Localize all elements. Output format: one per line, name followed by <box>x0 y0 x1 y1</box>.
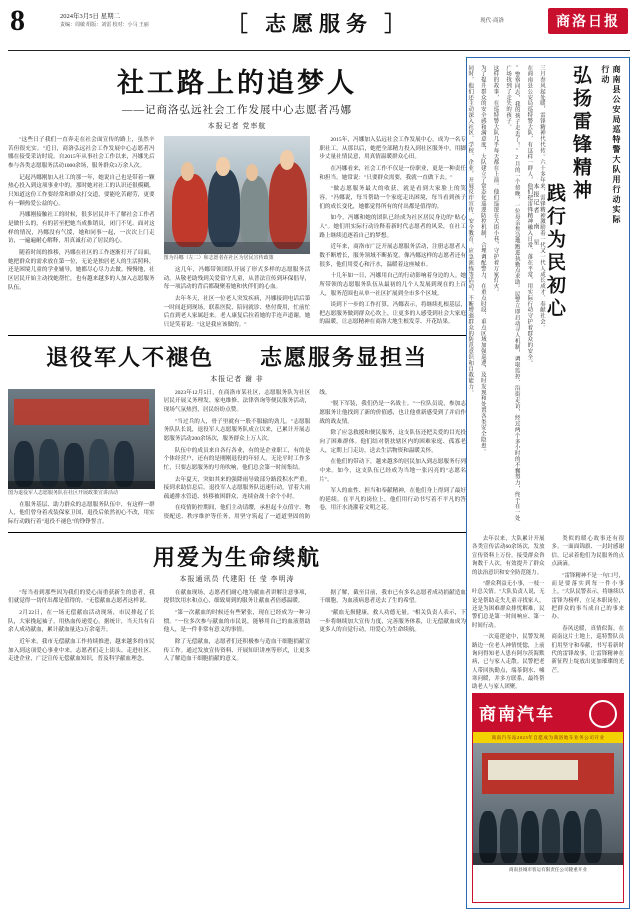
paragraph: 三月春风起处暖，雷锋精神代代传。六十多年来，雷锋精神激励着一代又一代人成长成才、奉献社会。 <box>539 65 545 331</box>
masthead-note: 现代·商洛 <box>480 18 504 24</box>
paragraph: 军人的血性、担当和奉献精神，在他们身上得到了最好的延续。在平凡的岗位上，他们用行动书写着不平凡的答卷，用汗水浇灌着文明之花。 <box>319 488 466 512</box>
page-body <box>8 57 630 909</box>
article1-byline: 本报记者 党率航 <box>207 122 267 130</box>
paragraph: 在疫情防控期间，他们主动请缨，承担起卡点值守、物资配送、秩序维护等任务，用坚守筑起了一道道坚固的防线。 <box>163 389 331 521</box>
editor-line: 责编：周敏 组版：刘雷 校对：小马 王丽 <box>60 22 149 28</box>
page-number: 8 <box>10 4 25 37</box>
paragraph: 为了提升群众的安全感和满意度，大队建立了常态化巡逻防控机制，合理调配警力，在重点时段、重点区域加强巡逻，及时发现和处置各类安全隐患。 <box>479 65 486 455</box>
article1-headline: 社工路上的追梦人 <box>117 68 357 98</box>
paragraph: 近年来，商洛市广泛开展志愿服务活动，注册志愿者人数不断增长，服务领域不断拓宽。像冯娜这样的志愿者还有很多，他们用爱心和汗水，温暖着这座城市。 <box>319 244 466 268</box>
article3-byline: 本报通讯员 代建阳 任 莹 李明涛 <box>179 574 295 583</box>
main-column <box>8 57 466 909</box>
ad-strip: 商南汽车站2023年自愿成为商洛地车业务公司开业 <box>473 732 623 743</box>
right-body-horizontal <box>472 535 624 692</box>
right-body-vertical <box>467 65 546 525</box>
paragraph: 随着时间的推移，冯娜在社区的工作逐渐打开了局面。她把群众的需求放在第一位，无论是独居老人的生活照料，还是困境儿童的学业辅导，她都尽心尽力去做。慢慢地，社区居民开始主动找她帮忙，也有越来越多的人加入志愿服务队伍。 <box>8 249 155 291</box>
paragraph: 在献血现场，志愿者们耐心地为献血者讲解注意事项，提供饮用水和点心，细致周到的服务让献血者倍感温暖。 <box>163 589 311 605</box>
right-headline-small: 商南县公安局巡特警大队用行动实际行动 <box>600 65 621 225</box>
paragraph: "雷锋精神不是一句口号，而是要落实到每一件小事上。"大队民警表示，将继续以雷锋为榜样，立足本职岗位，把群众的事当成自己的事来办。 <box>551 572 624 621</box>
paragraph: 春风送暖，真情似海。在商南这片土地上，巡特警队员们用坚守和奉献，书写着新时代的雷锋故事，让雷锋精神在新征程上绽放出更加璀璨的光芒。 <box>551 625 624 674</box>
paragraph: 去年夏天，突如其来的强降雨导致部分路段积水严重。接到求助信息后，退役军人志愿服务队迅速行动，冒着大雨疏通排水管道、转移被困群众，连续奋战十余个小时。 <box>163 476 311 500</box>
article-social-worker <box>8 61 466 330</box>
paragraph: 如今，冯娜和她的团队已经成为社区居民身边的"贴心人"。她们用实际行动诠释着新时代志愿者的风采，在社工路上继续追逐着自己的梦想。 <box>319 215 466 239</box>
paragraph: 同时，他们还主动深入社区、学校、企业，开展反诈宣传、安全教育、应急演练等活动，不断增强群众的防范意识和自救能力。 <box>467 65 474 396</box>
ad-brand: 商南汽车 <box>479 705 555 724</box>
article-veterans <box>8 341 466 527</box>
article-divider <box>8 335 466 336</box>
right-headline-2: 践行为民初心 <box>544 183 565 321</box>
article2-photo-caption: 图为退役军人志愿服务队在社区开展政策宣讲活动 <box>8 490 119 496</box>
paragraph: 除了应急救援和便民服务，这支队伍还把关爱的目光投向了困难群体。他们结对帮扶辖区内的困难家庭、孤寡老人，定期上门走访，送去生活物资和温暖关怀。 <box>319 430 466 454</box>
paragraph: 在服务基层、助力群众的志愿服务队伍中，有这样一群人，他们曾身着戎装保家卫国，退役后依然初心不改，用实际行动践行着"退役不褪色"的铮铮誓言。 <box>8 501 155 525</box>
article2-headline-right: 志愿服务显担当 <box>260 344 429 370</box>
article2-headline-left: 退役军人不褪色 <box>45 344 214 370</box>
paragraph: 去年以来，大队累计开展各类宣传活动60余场次，发放宣传资料上万份，接受群众咨询数千人次，有效提升了群众的法治意识和安全防范能力。 <box>472 536 545 576</box>
ad-caption: 商南县城市客运有限责任公司隆重开业 <box>508 867 588 872</box>
article3-headline: 用爱为生命续航 <box>152 544 321 570</box>
newspaper-logo: 商洛日报 <box>548 8 628 34</box>
article2-byline: 本报记者 谢 非 <box>210 374 264 383</box>
right-byline: 本报记者 南 星 <box>532 183 538 247</box>
paragraph: "第一次献血的时候还有些紧张，现在已经成为一种习惯。"一位多次参与献血的市民说，能够用自己的血液帮助他人，是一件非常有意义的事情。 <box>163 609 311 634</box>
article1-subhead: ——记商洛弘远社会工作发展中心志愿者冯娜 <box>122 105 352 116</box>
paragraph: 在他们的带动下，越来越多的居民加入到志愿服务行列中来。如今，这支队伍已经成为当地一张闪亮的"志愿名片"。 <box>319 459 466 483</box>
paragraph: 在商南县公安局巡特警大队，有这样一群人，他们把雷锋精神融入日常、落在平常，用实际行动守护着群众的安全。 <box>526 65 533 366</box>
sidebar-column <box>466 57 630 909</box>
article-divider-2 <box>8 532 466 533</box>
paragraph: 去年冬天，社区一位老人突发疾病，冯娜接到电话后第一时间赶到现场，联系医院、陪同就诊、垫付费用，忙前忙后直到老人家属赶来。老人康复后拉着她的手连声道谢，她只是笑着说："这是我应该做的。" <box>163 295 311 328</box>
paragraph: 这样的故事，在巡特警大队几乎每天都在上演。他们巡逻在大街小巷，守护着万家灯火。 <box>492 65 499 296</box>
article2-body <box>8 389 466 527</box>
paragraph: 除了无偿献血，志愿者们还积极参与造血干细胞捐献宣传工作。通过发放宣传资料、开展知识讲座等形式，让更多人了解造血干细胞捐献的意义。 <box>163 638 311 663</box>
article-blood-donation <box>8 541 466 664</box>
paragraph: 谈到下一步的工作打算，冯娜表示，将继续扎根基层，把志愿服务做到群众心坎上，让更多的人感受到社会大家庭的温暖，让志愿精神在商洛大地生根发芽、开花结果。 <box>319 302 466 326</box>
paragraph: "这些日子我们一直奔走在社会面宣传的路上，虽然辛苦但很充实。"近日，商洛弘远社会工作发展中心志愿者冯娜在接受采访时说。自2015年从事社会工作以来，冯娜先后参与各类志愿服务活动1000余场，服务群众3万余人次。 <box>8 137 155 169</box>
article1-figure <box>164 136 311 262</box>
paragraph: 十几年如一日，冯娜用自己的行动影响着身边的人。她所带领的志愿服务队伍从最初的几个人发展到现在的上百人，服务范围也从单一社区扩展到全市多个区域。 <box>319 273 466 297</box>
article2-figure <box>8 389 155 497</box>
paragraph: 2月22日，在一场无偿献血活动现场，市民排起了长队，大家挽起袖子，用热血传递爱心。据统计，当天共有百余人成功献血，累计献血量达3万余毫升。 <box>8 609 155 634</box>
article-right-head <box>467 63 624 533</box>
paragraph: "警察同志，我的孩子走丢了！"2月的一个傍晚，一位母亲焦急地跑进执勤点求助。民警立即启动寻人机制，调取监控、沿街走访，经过两个多小时的不懈努力，终于在一处广场找到了走失的孩子。 <box>505 65 520 522</box>
paragraph: "献血无损健康，救人功德无量。"相关负责人表示，下一步将继续加大宣传力度，完善服务体系，让无偿献血成为更多人的自觉行动，用爱心为生命续航。 <box>319 609 466 634</box>
paragraph: 一次巡逻途中，民警发现路边一位老人神情恍惚，上前询问得知老人患有阿尔茨海默病，已与家人走散。民警把老人带回执勤点，端茶倒水、嘘寒问暖，并多方联系，最终帮助老人与家人团聚。 <box>472 634 545 691</box>
masthead <box>8 6 630 51</box>
paragraph: 记起冯娜刚加入社工的那一年，她说自己也是带着一颗热心投入到这项事业中的。那时她对社工的认识还很模糊，只知道这份工作要经常和群众打交道，要能吃苦耐劳，更要有一颗热爱公益的心。 <box>8 174 155 207</box>
section-title: ［ 志愿服务 ］ <box>226 12 412 36</box>
paragraph: 2023年12月5日，在商洛市某社区，志愿服务队为社区居民开展义务理发、家电维修、法律咨询等便民服务活动，现场气氛热烈，居民纷纷点赞。 <box>163 389 311 413</box>
paragraph: 近年来，我市无偿献血工作持续推进，越来越多的市民加入到这项爱心事业中来。志愿者们走上街头、走进社区、走进企业，广泛宣传无偿献血知识，普及科学献血理念。 <box>8 638 155 663</box>
paragraph: 类似的暖心故事还有很多。一面面锦旗、一封封感谢信，记录着他们为民服务的点点滴滴。 <box>551 536 624 568</box>
paragraph: "脱下军装，我们仍是一名战士。"一位队员说，参加志愿服务让他找到了新的价值感，也让他重新感受到了并肩作战的战友情。 <box>319 401 466 425</box>
advertisement[interactable] <box>472 693 624 903</box>
paragraph: "群众利益无小事，一枝一叶总关情。"大队负责人说，无论是帮助走失儿童寻找家人，还是为困难群众排忧解难，民警们总是第一时间响应、第一时间行动。 <box>472 580 545 629</box>
paragraph: 队伍中的成员来自各行各业，有的是企业职工，有的是个体经营户，还有的是刚刚退役的年轻人。无论平时工作多忙，只要志愿服务的号角吹响，他们总会第一时间集结。 <box>163 447 311 471</box>
paragraph: 冯娜刚接触社工的时候，很多居民并不了解社会工作者是做什么的，有的甚至把她当成推销员，闭门不见。面对这样的情况，冯娜没有气馁，她和同事一起，一次次上门走访，一遍遍耐心解释，用真诚打动了居民的心。 <box>8 212 155 245</box>
paragraph: 据了解，截至目前，我市已有多名志愿者成功捐献造血干细胞，为血液病患者送去了生的希望。 <box>319 589 466 605</box>
paragraph: 2015年，冯娜加入弘远社会工作发展中心，成为一名专职社工。从那以后，她把全部精力投入到社区服务中，用脚步丈量社情民意，用真情温暖群众心田。 <box>319 137 466 161</box>
right-headline-1: 弘扬雷锋精神 <box>570 65 591 203</box>
article3-body <box>8 589 466 664</box>
article1-body <box>8 136 466 330</box>
article1-photo <box>164 136 311 254</box>
paragraph: "每当看到那些因为我们的爱心而重获新生的患者，我们就觉得一切付出都是值得的。"无偿献血志愿者这样说。 <box>8 589 155 605</box>
ad-photo <box>473 743 623 865</box>
ad-banner <box>473 694 623 732</box>
paragraph: 在冯娜看来，社会工作不仅是一份职业，更是一种责任和担当。她常说："只要群众需要，我就一直做下去。" <box>319 165 466 181</box>
date-line: 2024年3月5日 星期二 <box>60 13 121 20</box>
ad-logo-icon <box>589 700 617 728</box>
article2-photo <box>8 389 155 489</box>
article1-photo-caption: 图为冯娜（左二）和志愿者在社区为居民宣传政策 <box>163 256 274 261</box>
paragraph: "当过兵的人，骨子里就有一股不服输的劲儿。"志愿服务队队长说，退役军人志愿服务队成立以来，已累计开展志愿服务活动200余场次，服务群众上万人次。 <box>163 418 311 442</box>
paragraph: "做志愿服务最大的收获，就是看到大家脸上的笑容。"冯娜说，每当帮助一个家庭走出困境，每当看到孩子们的成长变化，她都觉得所有的付出都是值得的。 <box>319 186 466 210</box>
paragraph: 这几年，冯娜带领团队开展了形式多样的志愿服务活动。从敬老助残到关爱留守儿童，从普法宣传到环保倡导，每一项活动的背后都凝聚着她和伙伴们的心血。 <box>163 267 311 291</box>
